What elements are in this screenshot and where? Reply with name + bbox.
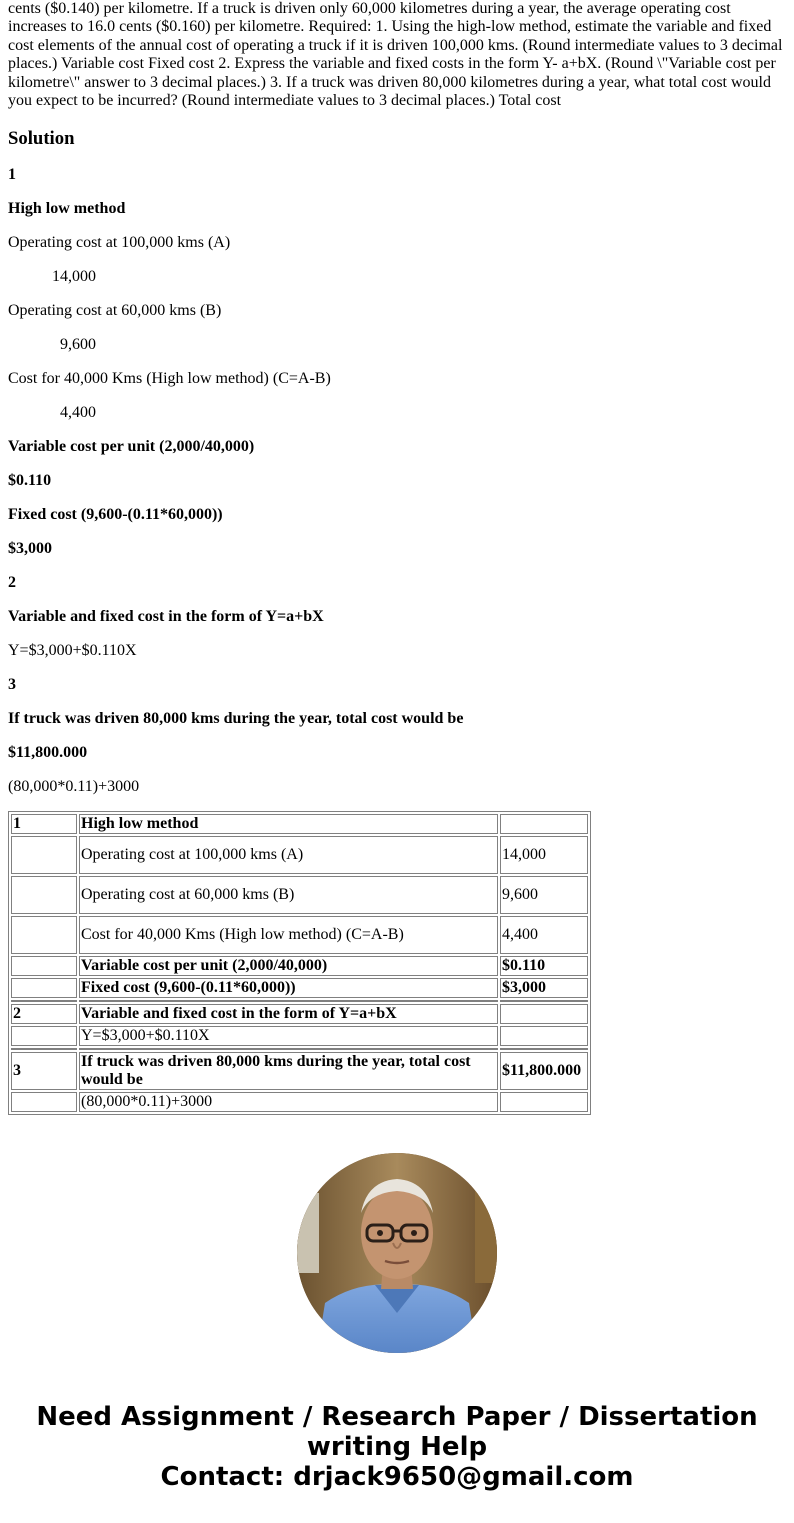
promo-line-2: writing Help <box>306 1432 488 1462</box>
table-separator <box>11 1000 588 1002</box>
total-cost-value: $11,800.000 <box>8 744 88 762</box>
table-cell: (80,000*0.11)+3000 <box>79 1092 498 1112</box>
variable-cost-value: $0.110 <box>8 472 52 490</box>
table-row <box>11 1026 588 1046</box>
table-cell <box>500 1004 588 1024</box>
part-1-number: 1 <box>8 166 16 184</box>
table-cell: Cost for 40,000 Kms (High low method) (C=A-B) <box>79 916 498 954</box>
table-cell: 9,600 <box>500 876 588 914</box>
op-cost-100k-value: 14,000 <box>52 268 96 286</box>
fixed-cost-label: Fixed cost (9,600-(0.11*60,000)) <box>8 506 223 524</box>
table-cell: 2 <box>11 1004 77 1024</box>
table-cell <box>11 836 77 874</box>
table-cell <box>500 1092 588 1112</box>
table-row <box>11 978 588 998</box>
table-cell <box>11 1092 77 1112</box>
table-cell: $3,000 <box>500 978 588 998</box>
table-cell <box>11 876 77 914</box>
table-separator <box>11 1048 588 1050</box>
table-cell: Fixed cost (9,600-(0.11*60,000)) <box>79 978 498 998</box>
table-row <box>11 1092 588 1112</box>
table-cell <box>11 956 77 976</box>
promo-banner <box>0 1402 794 1492</box>
table-cell <box>500 814 588 834</box>
table-cell: If truck was driven 80,000 kms during the year, total cost would be <box>79 1052 498 1090</box>
form-label: Variable and fixed cost in the form of Y=a+bX <box>8 608 324 626</box>
author-portrait-image <box>297 1153 497 1353</box>
cost-equation: Y=$3,000+$0.110X <box>8 642 137 660</box>
question-text: cents ($0.140) per kilometre. If a truck is driven only 60,000 kilometres during a year, the average operating cost increases to 16.0 cents ($0.160) per kilometre. Required: 1. Using the high-low method, estimate the variable and fixed cost elements of the annual cost of operating a truck if it is driven 100,000 kms. (Round intermediate values to 3 decimal places.) Variable cost Fixed cost 2. Express the variable and fixed costs in the form Y- a+bX. (Round \"Variable cost per kilometre\" answer to 3 decimal places.) 3. If a truck was driven 80,000 kilometres during a year, what total cost would you expect to be incurred? (Round intermediate values to 3 decimal places.) Total cost <box>8 0 783 110</box>
table-row <box>11 1004 588 1024</box>
cost-40k-value: 4,400 <box>60 404 96 422</box>
promo-line-1: Need Assignment / Research Paper / Dissertation <box>36 1402 758 1432</box>
op-cost-60k-label: Operating cost at 60,000 kms (B) <box>8 302 222 320</box>
solution-heading: Solution <box>8 128 75 150</box>
table-row <box>11 956 588 976</box>
cost-40k-label: Cost for 40,000 Kms (High low method) (C=A-B) <box>8 370 331 388</box>
table-cell <box>500 1026 588 1046</box>
table-cell: Variable and fixed cost in the form of Y=a+bX <box>79 1004 498 1024</box>
op-cost-60k-value: 9,600 <box>60 336 96 354</box>
table-cell <box>11 978 77 998</box>
solution-table <box>8 811 591 1115</box>
table-cell <box>11 916 77 954</box>
document-body <box>8 0 784 796</box>
method-heading: High low method <box>8 200 126 218</box>
table-row <box>11 916 588 954</box>
table-cell <box>11 1026 77 1046</box>
part-2-number: 2 <box>8 574 16 592</box>
table-cell: 4,400 <box>500 916 588 954</box>
table-cell: 3 <box>11 1052 77 1090</box>
table-row <box>11 876 588 914</box>
author-avatar <box>297 1153 497 1353</box>
table-cell: Y=$3,000+$0.110X <box>79 1026 498 1046</box>
variable-cost-label: Variable cost per unit (2,000/40,000) <box>8 438 255 456</box>
table-cell: 1 <box>11 814 77 834</box>
table-cell: $0.110 <box>500 956 588 976</box>
table-row <box>11 1052 588 1090</box>
promo-contact: Contact: drjack9650@gmail.com <box>160 1462 634 1492</box>
table-cell: $11,800.000 <box>500 1052 588 1090</box>
total-cost-label: If truck was driven 80,000 kms during the year, total cost would be <box>8 710 464 728</box>
table-row <box>11 836 588 874</box>
part-3-number: 3 <box>8 676 16 694</box>
table-cell: High low method <box>79 814 498 834</box>
table-cell: Operating cost at 100,000 kms (A) <box>79 836 498 874</box>
fixed-cost-value: $3,000 <box>8 540 52 558</box>
table-cell: 14,000 <box>500 836 588 874</box>
table-cell: Variable cost per unit (2,000/40,000) <box>79 956 498 976</box>
op-cost-100k-label: Operating cost at 100,000 kms (A) <box>8 234 231 252</box>
total-cost-calculation: (80,000*0.11)+3000 <box>8 778 140 796</box>
table-row <box>11 814 588 834</box>
table-cell: Operating cost at 60,000 kms (B) <box>79 876 498 914</box>
